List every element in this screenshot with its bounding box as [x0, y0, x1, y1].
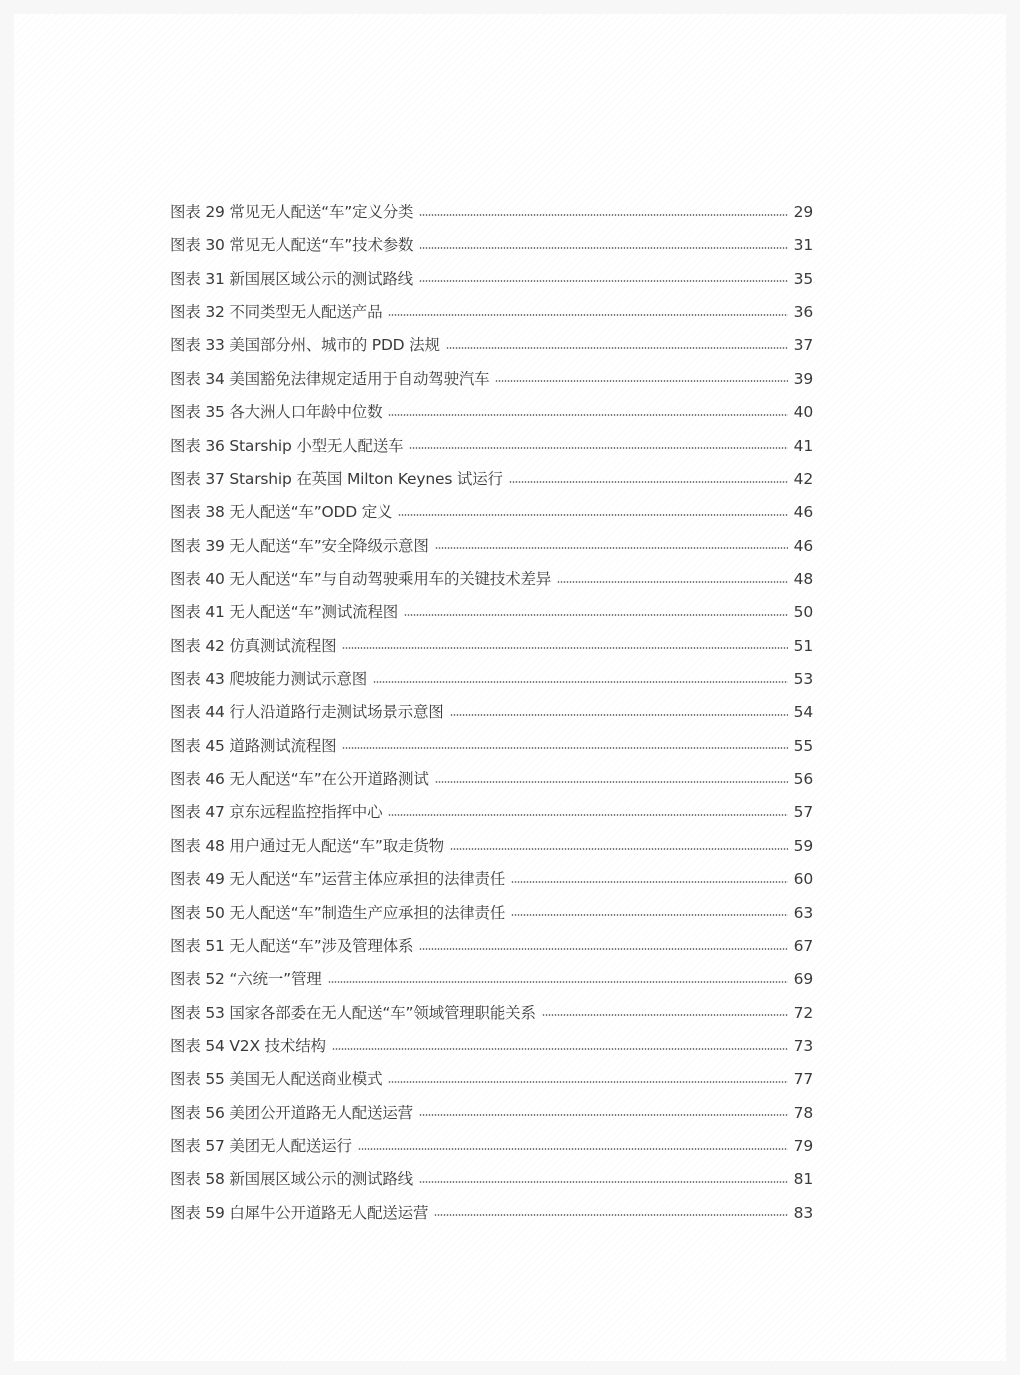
toc-entry-title: 图表 39 无人配送“车”安全降级示意图 — [170, 536, 429, 555]
toc-entry-page-number: 73 — [793, 1036, 813, 1055]
toc-entry-page-number: 36 — [793, 303, 813, 322]
toc-entry-title: 图表 46 无人配送“车”在公开道路测试 — [170, 770, 429, 789]
dot-leader — [419, 948, 788, 950]
toc-entry[interactable] — [170, 396, 813, 429]
toc-entry[interactable] — [170, 730, 813, 763]
toc-entry[interactable] — [170, 897, 813, 930]
toc-entry-title: 图表 44 行人沿道路行走测试场景示意图 — [170, 703, 444, 722]
dot-leader — [398, 514, 788, 516]
toc-entry[interactable] — [170, 696, 813, 729]
dot-leader — [419, 280, 788, 282]
toc-entry[interactable] — [170, 596, 813, 629]
dot-leader — [419, 214, 788, 216]
toc-entry[interactable] — [170, 863, 813, 896]
toc-entry[interactable] — [170, 363, 813, 396]
toc-entry[interactable] — [170, 463, 813, 496]
toc-entry-title: 图表 33 美国部分州、城市的 PDD 法规 — [170, 336, 440, 355]
toc-entry-title: 图表 37 Starship 在英国 Milton Keynes 试运行 — [170, 469, 503, 488]
toc-entry-page-number: 55 — [793, 736, 813, 755]
toc-entry-title: 图表 54 V2X 技术结构 — [170, 1036, 326, 1055]
toc-entry-page-number: 46 — [793, 503, 813, 522]
toc-entry-page-number: 50 — [793, 603, 813, 622]
toc-entry-title: 图表 43 爬坡能力测试示意图 — [170, 670, 368, 689]
dot-leader — [373, 681, 788, 683]
toc-entry-page-number: 48 — [793, 569, 813, 588]
toc-entry[interactable] — [170, 263, 813, 296]
toc-entry-page-number: 39 — [793, 369, 813, 388]
toc-entry[interactable] — [170, 1163, 813, 1196]
toc-entry-page-number: 83 — [793, 1203, 813, 1222]
toc-entry-page-number: 40 — [793, 403, 813, 422]
toc-entry[interactable] — [170, 1097, 813, 1130]
toc-entry[interactable] — [170, 763, 813, 796]
toc-entry[interactable] — [170, 496, 813, 529]
toc-entry[interactable] — [170, 930, 813, 963]
dot-leader — [388, 414, 788, 416]
dot-leader — [557, 581, 788, 583]
toc-entry[interactable] — [170, 830, 813, 863]
toc-entry-page-number: 78 — [793, 1103, 813, 1122]
dot-leader — [446, 347, 788, 349]
toc-entry[interactable] — [170, 997, 813, 1030]
toc-entry-title: 图表 50 无人配送“车”制造生产应承担的法律责任 — [170, 903, 506, 922]
toc-entry-title: 图表 40 无人配送“车”与自动驾驶乘用车的关键技术差异 — [170, 569, 552, 588]
toc-entry-title: 图表 57 美团无人配送运行 — [170, 1137, 352, 1156]
toc-entry-title: 图表 59 白犀牛公开道路无人配送运营 — [170, 1203, 429, 1222]
toc-entry[interactable] — [170, 630, 813, 663]
list-of-figures — [170, 196, 813, 1230]
toc-entry-title: 图表 34 美国豁免法律规定适用于自动驾驶汽车 — [170, 369, 490, 388]
toc-entry[interactable] — [170, 329, 813, 362]
toc-entry-title: 图表 45 道路测试流程图 — [170, 736, 337, 755]
dot-leader — [419, 1181, 788, 1183]
toc-entry-page-number: 42 — [793, 469, 813, 488]
toc-entry-page-number: 41 — [793, 436, 813, 455]
toc-entry-page-number: 54 — [793, 703, 813, 722]
toc-entry[interactable] — [170, 296, 813, 329]
toc-entry-page-number: 35 — [793, 269, 813, 288]
dot-leader — [409, 447, 788, 449]
toc-entry-title: 图表 42 仿真测试流程图 — [170, 636, 337, 655]
toc-entry-title: 图表 38 无人配送“车”ODD 定义 — [170, 503, 393, 522]
toc-entry-page-number: 77 — [793, 1070, 813, 1089]
toc-entry-page-number: 81 — [793, 1170, 813, 1189]
dot-leader — [435, 781, 788, 783]
dot-leader — [342, 647, 788, 649]
toc-entry-page-number: 67 — [793, 936, 813, 955]
dot-leader — [388, 814, 788, 816]
toc-entry-page-number: 46 — [793, 536, 813, 555]
toc-entry-page-number: 69 — [793, 970, 813, 989]
toc-entry-title: 图表 29 常见无人配送“车”定义分类 — [170, 203, 414, 221]
toc-entry-page-number: 60 — [793, 870, 813, 889]
toc-entry-title: 图表 58 新国展区域公示的测试路线 — [170, 1170, 413, 1189]
dot-leader — [495, 380, 788, 382]
toc-entry-title: 图表 55 美国无人配送商业模式 — [170, 1070, 383, 1089]
dot-leader — [388, 314, 788, 316]
toc-entry-page-number: 57 — [793, 803, 813, 822]
toc-entry[interactable] — [170, 229, 813, 262]
toc-entry-title: 图表 52 “六统一”管理 — [170, 970, 322, 989]
toc-entry-title: 图表 49 无人配送“车”运营主体应承担的法律责任 — [170, 870, 506, 889]
dot-leader — [511, 914, 788, 916]
toc-entry-page-number: 53 — [793, 670, 813, 689]
toc-entry-title: 图表 47 京东远程监控指挥中心 — [170, 803, 383, 822]
toc-entry-page-number: 72 — [793, 1003, 813, 1022]
toc-entry[interactable] — [170, 1197, 813, 1230]
dot-leader — [342, 747, 788, 749]
toc-entry[interactable] — [170, 196, 813, 229]
toc-entry-page-number: 29 — [793, 203, 813, 221]
toc-entry[interactable] — [170, 1030, 813, 1063]
toc-entry-page-number: 31 — [793, 236, 813, 255]
toc-entry-title: 图表 51 无人配送“车”涉及管理体系 — [170, 936, 414, 955]
toc-entry-page-number: 79 — [793, 1137, 813, 1156]
toc-entry-title: 图表 32 不同类型无人配送产品 — [170, 303, 383, 322]
toc-entry[interactable] — [170, 563, 813, 596]
toc-entry-title: 图表 41 无人配送“车”测试流程图 — [170, 603, 399, 622]
toc-entry-title: 图表 48 用户通过无人配送“车”取走货物 — [170, 836, 444, 855]
toc-entry-title: 图表 30 常见无人配送“车”技术参数 — [170, 236, 414, 255]
toc-entry-page-number: 59 — [793, 836, 813, 855]
toc-entry-page-number: 51 — [793, 636, 813, 655]
dot-leader — [332, 1048, 788, 1050]
toc-entry-page-number: 56 — [793, 770, 813, 789]
toc-entry[interactable] — [170, 963, 813, 996]
toc-entry[interactable] — [170, 1063, 813, 1096]
toc-entry-title: 图表 31 新国展区域公示的测试路线 — [170, 269, 413, 288]
dot-leader — [404, 614, 788, 616]
toc-entry[interactable] — [170, 430, 813, 463]
dot-leader — [511, 881, 788, 883]
toc-entry-page-number: 37 — [793, 336, 813, 355]
toc-entry[interactable] — [170, 1130, 813, 1163]
dot-leader — [435, 547, 788, 549]
dot-leader — [419, 1114, 788, 1116]
toc-entry-title: 图表 36 Starship 小型无人配送车 — [170, 436, 404, 455]
toc-entry[interactable] — [170, 796, 813, 829]
toc-entry-title: 图表 35 各大洲人口年龄中位数 — [170, 403, 383, 422]
toc-entry-title: 图表 56 美团公开道路无人配送运营 — [170, 1103, 413, 1122]
document-page — [14, 14, 1006, 1361]
toc-entry-page-number: 63 — [793, 903, 813, 922]
toc-entry[interactable] — [170, 663, 813, 696]
dot-leader — [450, 714, 788, 716]
toc-entry-title: 图表 53 国家各部委在无人配送“车”领域管理职能关系 — [170, 1003, 536, 1022]
dot-leader — [419, 247, 788, 249]
dot-leader — [434, 1214, 788, 1216]
dot-leader — [358, 1148, 788, 1150]
dot-leader — [542, 1014, 788, 1016]
toc-entry[interactable] — [170, 530, 813, 563]
dot-leader — [450, 848, 788, 850]
dot-leader — [388, 1081, 788, 1083]
dot-leader — [509, 481, 788, 483]
dot-leader — [328, 981, 788, 983]
